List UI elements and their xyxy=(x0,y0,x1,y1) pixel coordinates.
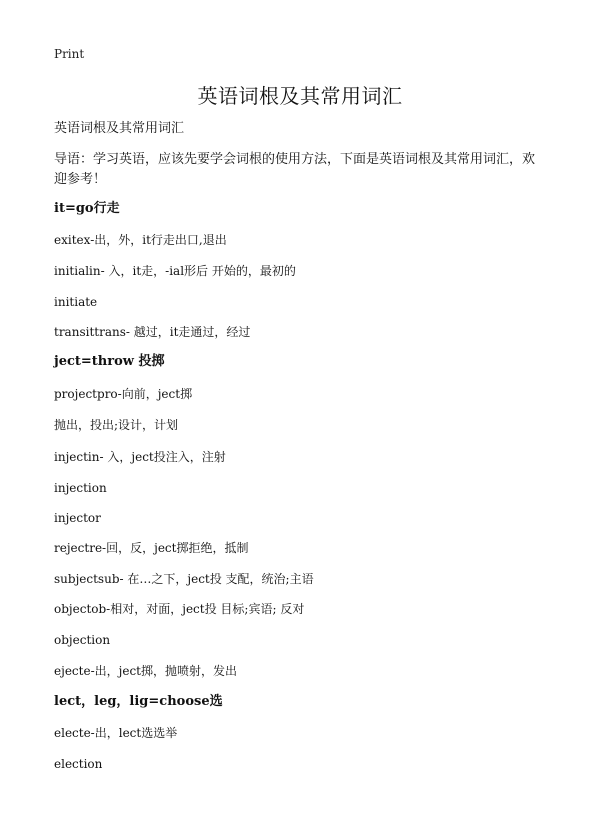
page-title: 英语词根及其常用词汇 xyxy=(197,84,403,108)
print-link[interactable]: Print xyxy=(54,47,85,61)
entry-line: objectob-相对，对面，ject投 目标;宾语; 反对 xyxy=(54,602,305,616)
entry-line: transittrans- 越过，it走通过，经过 xyxy=(54,325,251,339)
entry-line: rejectre-回，反，ject掷拒绝，抵制 xyxy=(54,541,249,555)
entry-line: injector xyxy=(54,511,101,525)
entry-line: initialin- 入，it走，-ial形后 开始的，最初的 xyxy=(54,264,296,278)
entry-line: ejecte-出，ject掷，抛喷射，发出 xyxy=(54,664,237,678)
section-heading-lect: lect，leg，lig=choose选 xyxy=(54,694,223,709)
section-heading-ject: ject=throw 投掷 xyxy=(54,354,165,369)
entry-line: injection xyxy=(54,481,107,495)
section-heading-it: it=go行走 xyxy=(54,201,120,216)
entry-line: projectpro-向前，ject掷 xyxy=(54,387,193,401)
entry-line: subjectsub- 在…之下，ject投 支配，统治;主语 xyxy=(54,572,314,586)
entry-line: initiate xyxy=(54,295,98,309)
entry-line: injectin- 入，ject投注入，注射 xyxy=(54,450,226,464)
entry-line: exitex-出，外，it行走出口,退出 xyxy=(54,233,227,247)
subtitle: 英语词根及其常用词汇 xyxy=(54,121,185,136)
entry-line: electe-出，lect选选举 xyxy=(54,726,178,740)
entry-line: 抛出，投出;设计，计划 xyxy=(54,418,179,432)
entry-line: election xyxy=(54,757,103,771)
entry-line: objection xyxy=(54,633,111,647)
intro-paragraph: 导语：学习英语，应该先要学会词根的使用方法，下面是英语词根及其常用词汇，欢迎参考！ xyxy=(54,152,536,187)
